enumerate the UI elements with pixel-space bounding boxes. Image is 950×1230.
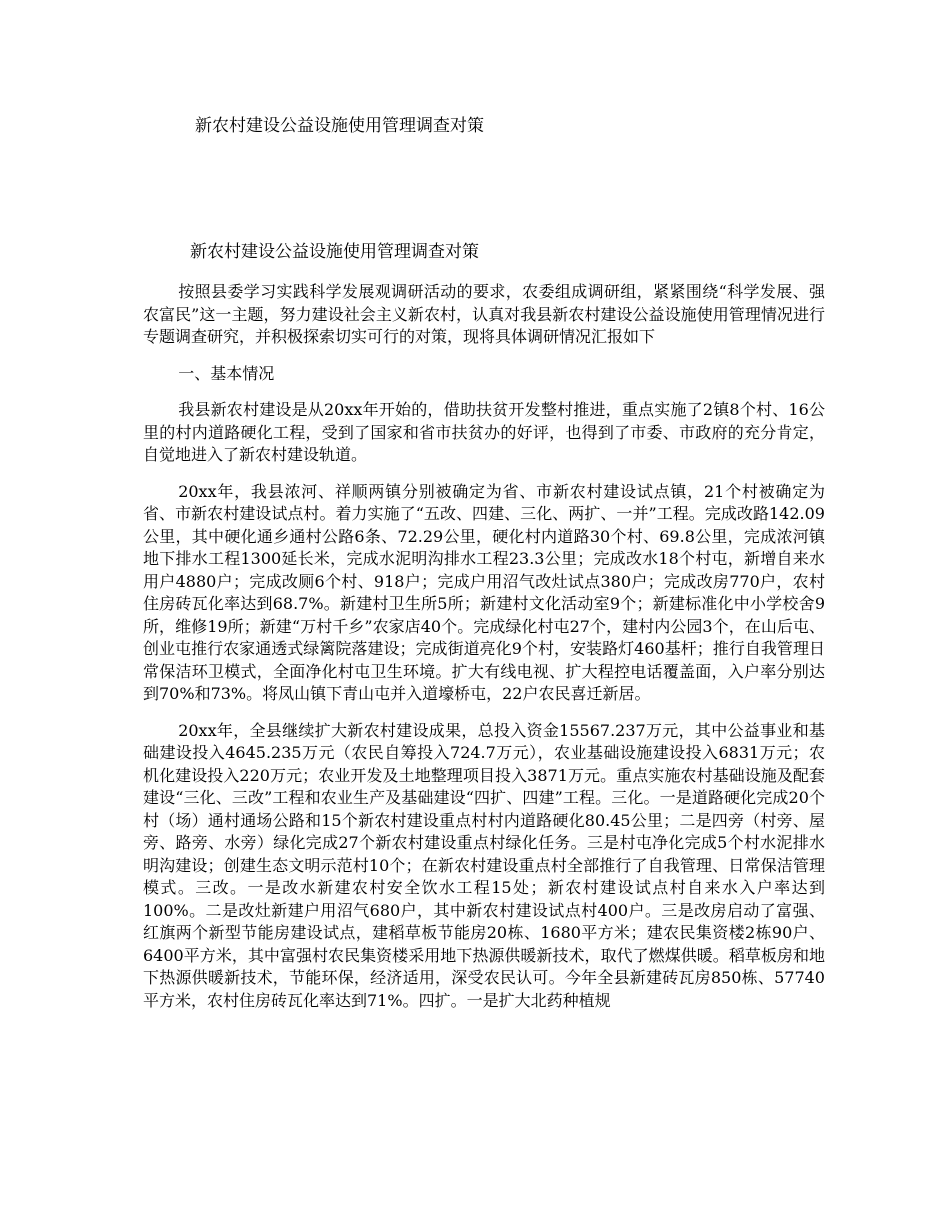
body-paragraph: 20xx年，全县继续扩大新农村建设成果，总投入资金15567.237万元，其中公益事业和基础建设投入4645.235万元（农民自筹投入724.7万元），农业基础设施建设投入6831万元；农机化建设投入220万元；农业开发及土地整理项目投入3871万元。重点实施农村基础设施及配套建设“三化、三改”工程和农业生产及基础建设“四扩、四建”工程。三化。一是道路硬化完成20个村（场）通村通场公路和15个新农村建设重点村村内道路硬化80.45公里；二是四旁（村旁、屋旁、路旁、水旁）绿化完成27个新农村建设重点村绿化任务。三是村屯净化完成5个村水泥排水明沟建设；创建生态文明示范村10个；在新农村建设重点村全部推行了自我管理、日常保洁管理模式。三改。一是改水新建农村安全饮水工程15处；新农村建设试点村自来水入户率达到100%。二是改灶新建户用沼气680户，其中新农村建设试点村400户。三是改房启动了富强、红旗两个新型节能房建设试点，建稻草板节能房20栋、1680平方米；建农民集资楼2栋90户、6400平方米，其中富强村农民集资楼采用地下热源供暖新技术，取代了燃煤供暖。稻草板房和地下热源供暖新技术，节能环保，经济适用，深受农民认可。今年全县新建砖瓦房850栋、57740平方米，农村住房砖瓦化率达到71%。四扩。一是扩大北药种植规 bbox=[143, 720, 825, 1010]
intro-paragraph: 按照县委学习实践科学发展观调研活动的要求，农委组成调研组，紧紧围绕“科学发展、强农富民”这一主题，努力建设社会主义新农村，认真对我县新农村建设公益设施使用管理情况进行专题调查研究，并积极探索切实可行的对策，现将具体调研情况汇报如下 bbox=[143, 282, 825, 346]
document-body bbox=[143, 281, 825, 1012]
document-subtitle: 新农村建设公益设施使用管理调查对策 bbox=[190, 242, 479, 262]
section-heading: 一、基本情况 bbox=[178, 363, 275, 383]
body-paragraph: 20xx年，我县浓河、祥顺两镇分别被确定为省、市新农村建设试点镇，21个村被确定为省、市新农村建设试点村。着力实施了“五改、四建、三化、两扩、一并”工程。完成改路142.09公里，其中硬化通乡通村公路6条、72.29公里，硬化村内道路30个村、69.8公里，完成浓河镇地下排水工程1300延长米，完成水泥明沟排水工程23.3公里；完成改水18个村屯，新增自来水用户4880户；完成改厕6个村、918户；完成户用沼气改灶试点380户；完成改房770户，农村住房砖瓦化率达到68.7%。新建村卫生所5所；新建村文化活动室9个；新建标准化中小学校舍9所，维修19所；新建“万村千乡”农家店40个。完成绿化村屯27个，建村内公园3个，在山后屯、创业屯推行农家通透式绿篱院落建设；完成街道亮化9个村，安装路灯460基杆；推行自我管理日常保洁环卫模式，全面净化村屯卫生环境。扩大有线电视、扩大程控电话覆盖面，入户率分别达到70%和73%。将凤山镇下青山屯并入道壕桥屯，22户农民喜迁新居。 bbox=[143, 481, 825, 703]
body-paragraph: 我县新农村建设是从20xx年开始的，借助扶贫开发整村推进，重点实施了2镇8个村、16公里的村内道路硬化工程，受到了国家和省市扶贫办的好评，也得到了市委、市政府的充分肯定，自觉地进入了新农村建设轨道。 bbox=[143, 400, 825, 464]
document-title: 新农村建设公益设施使用管理调查对策 bbox=[195, 116, 484, 136]
